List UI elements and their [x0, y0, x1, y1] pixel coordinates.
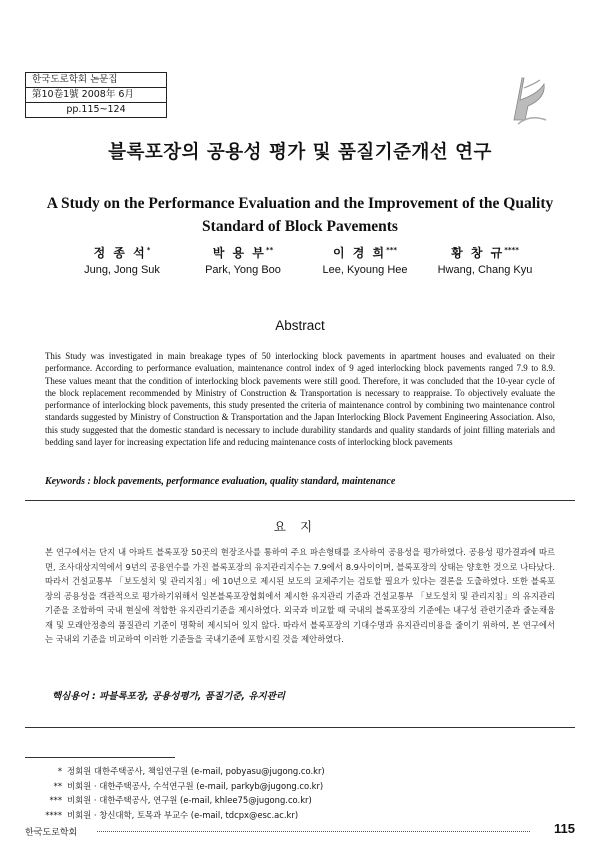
affiliation-text: 비회원 · 대한주택공사, 수석연구원 (e-mail, parkyb@jugong.co.kr) — [67, 780, 324, 791]
affiliation-text: 정회원 대한주택공사, 책임연구원 (e-mail, pobyasu@jugong.co.kr) — [67, 766, 325, 776]
author-name-en: Park, Yong Boo — [205, 264, 281, 276]
affiliation-mark: ** — [53, 780, 62, 791]
author-name-ko: 정 종 석 — [93, 246, 147, 260]
author-1 — [57, 244, 187, 276]
affiliation-row — [36, 808, 536, 823]
journal-volume: 第10卷1號 2008年 6月 — [26, 88, 166, 103]
abstract-heading: Abstract — [275, 318, 325, 333]
page-footer — [25, 822, 575, 838]
affiliation-text: 비회원 · 창신대학, 토목과 부교수 (e-mail, tdcpx@esc.ac.kr) — [67, 809, 299, 820]
page-number: 115 — [554, 821, 575, 836]
korean-abstract-heading: 요지 — [273, 519, 327, 534]
author-name-en: Lee, Kyoung Hee — [322, 264, 408, 276]
abstract-text: This Study was investigated in main breakage types of 50 interlocking block pavements in apartment houses and evaluated on their performance. According to performance evaluation, maintenance control index of 9 aged interlocking block pavements ranged 7.9 to 8.9. These values meant that the condition of interlocking block pavements were still good. Therefore, it was concluded that the 10-year cycle of the block replacement recommended by Ministry of Construction & Transportation is necessary to reappraise. To objectively evaluate the performance of interlocking block pavements, this study presented the criteria of maintenance control by combining two maintenance control standards suggested by Ministry of Construction & Transportation and the Japan Interlocking Block Pavement Engineering Association. Also, this study suggested that the domestic standard is necessary to include durability standards and quality standards of joint filling materials and bedding sand layer for increasing expectation life and reducing maintenance costs of interlocking block pavements — [45, 351, 555, 448]
author-affiliations — [36, 764, 536, 822]
journal-info-box — [25, 72, 167, 118]
section-divider — [25, 727, 575, 728]
author-mark: *** — [386, 246, 398, 254]
footer-society-name: 한국도로학회 — [25, 828, 78, 838]
affiliation-row — [36, 764, 536, 779]
author-4 — [420, 244, 550, 276]
affiliation-mark: *** — [49, 795, 62, 805]
affiliation-mark: * — [57, 766, 62, 776]
author-3 — [300, 244, 430, 276]
affiliation-row — [36, 779, 536, 794]
affiliation-text: 비회원 · 대한주택공사, 연구원 (e-mail, khlee75@jugong.co.kr) — [67, 795, 312, 805]
author-mark: ** — [265, 246, 274, 254]
author-mark: * — [146, 246, 151, 254]
author-name-ko: 이 경 희 — [332, 246, 387, 260]
paper-title-english: A Study on the Performance Evaluation and the Improvement of the Quality Standard of Block Pavements — [46, 195, 554, 235]
footnote-rule — [25, 757, 175, 758]
section-divider — [25, 500, 575, 501]
paper-title-korean: 블록포장의 공용성 평가 및 품질기준개선 연구 — [108, 142, 492, 163]
affiliation-mark: **** — [45, 809, 62, 820]
author-name-ko: 박 용 부 — [212, 246, 266, 260]
keywords-english: Keywords : block pavements, performance evaluation, quality standard, maintenance — [45, 476, 396, 487]
footer-dotted-leader — [97, 831, 530, 832]
korean-abstract-text: 본 연구에서는 단지 내 아파트 블록포장 50곳의 현장조사를 통하여 주요 파손형태를 조사하여 공용성을 평가하였다. 공용성 평가결과에 따르면, 조사대상지역에서 9년의 공용연수를 가진 블록포장의 유지관리지수는 7.9에서 8.9사이이며, 블록포장의 상태는 양호한 것으로 나타났다. 따라서 건설교통부 「보도설치 및 관리지침」에 10년으로 제시된 보도의 교체주기는 검토할 필요가 있다는 결론을 도출하였다. 또한 블록포장의 공용성을 객관적으로 평가하기위해서 일본블록포장협회에서 제시한 유지관리 기준과 건설교통부 「보도설치 및 관리지침」의 유지관리기준을 조합하여 국내 현실에 적합한 유지관리기준을 제시하였다. 외국과 비교할 때 국내의 블록포장의 기준에는 내구성 관련기준과 줄눈채움재 및 모래안정층의 품질관리 기준이 명확히 제시되어 있지 않다. 따라서 블록포장의 기대수명과 유지관리비용을 줄이기 위하여, 본 연구에서는 국내외 기준을 비교하여 이러한 기준들을 국내기준에 포함시킬 것을 제안하였다. — [45, 547, 555, 644]
affiliation-row — [36, 793, 536, 808]
journal-pages: pp.115~124 — [66, 104, 126, 115]
society-logo — [500, 70, 560, 130]
author-name-ko: 황 창 규 — [451, 246, 505, 260]
author-2 — [178, 244, 308, 276]
author-mark: **** — [504, 246, 519, 254]
author-name-en: Hwang, Chang Kyu — [437, 264, 533, 276]
keywords-korean: 핵심용어 : 파블록포장, 공용성평가, 품질기준, 유지관리 — [52, 691, 286, 702]
author-name-en: Jung, Jong Suk — [84, 264, 160, 276]
journal-name: 한국도로학회 논문집 — [26, 73, 166, 88]
